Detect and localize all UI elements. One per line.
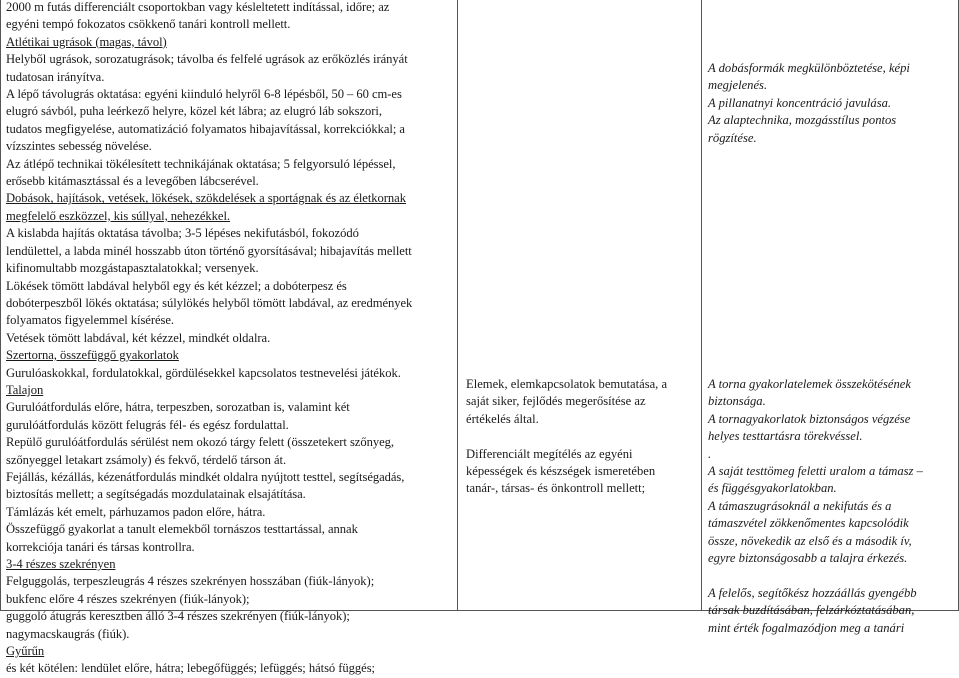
outcome-line: támaszvétel zökkenőmentes kapcsolódik (708, 516, 909, 531)
content-line: gurulóátfordulás között felugrás fél- és egész fordulattal. (6, 417, 289, 432)
content-line: erősebb kitámasztással és a levegőben lábcserével. (6, 174, 259, 189)
outcome-line: A torna gyakorlatelemek összekötésének (708, 377, 911, 391)
outcomes-column-bottom (708, 376, 954, 637)
activity-line (466, 428, 694, 445)
outcome-line: össze, növekedik az első és a második ív, (708, 533, 912, 548)
content-line: 2000 m futás differenciált csoportokban vagy késleltetett indítással, időre; az (6, 0, 390, 14)
content-line: Az átlépő technikai tökélesített technikájának oktatása; 5 felgyorsuló lépéssel, (6, 156, 396, 171)
content-line: A kislabda hajítás oktatása távolba; 3-5 lépéses nekifutásból, fokozódó (6, 226, 359, 241)
outcome-line: A dobásformák megkülönböztetése, képi (708, 61, 910, 75)
content-line: Támlázás két emelt, párhuzamos padon előre, hátra. (6, 504, 266, 519)
outcome-line: A támaszugrásoknál a nekifutás és a (708, 498, 892, 513)
outcome-line: helyes testtartásra törekvéssel. (708, 429, 863, 444)
content-line: megfelelő eszközzel, kis súllyal, nehezékkel. (6, 208, 230, 223)
content-line: Fejállás, kézállás, kézenátfordulás mindkét oldalra nyújtott testtel, segítségadás, (6, 469, 405, 484)
content-line: folyamatos figyelemmel kísérése. (6, 313, 175, 328)
outcome-line: A saját testtömeg feletti uralom a támasz – (708, 464, 923, 479)
activity-line: képességek és készségek ismeretében (466, 464, 656, 479)
content-line: Gurulóátfordulás előre, hátra, terpeszben, sorozatban is, valamint két (6, 400, 350, 415)
outcome-line: mint érték fogalmazódjon meg a tanári (708, 620, 905, 635)
column-divider-1 (457, 0, 458, 611)
content-line: bukfenc előre 4 részes szekrényen (fiúk-lányok); (6, 591, 250, 606)
content-line: egyéni tempó fokozatos csökkenő tanári kontroll mellett. (6, 17, 291, 32)
content-line: guggoló átugrás keresztben álló 3-4 részes szekrényen (fiúk-lányok); (6, 609, 350, 624)
content-line: Lökések tömött labdával helyből egy és két kézzel; a dobóterpesz és (6, 278, 347, 293)
activities-column (466, 376, 694, 498)
activity-line: értékelés által. (466, 411, 539, 426)
content-line: Összefüggő gyakorlat a tanult elemekből tornászos testtartással, annak (6, 522, 358, 537)
content-line: Felguggolás, terpeszleugrás 4 részes szekrényen hosszában (fiúk-lányok); (6, 574, 375, 589)
content-line: és két kötélen: lendület előre, hátra; lebegőfüggés; lefüggés; hátsó függés; (6, 661, 375, 676)
content-line: Helyből ugrások, sorozatugrások; távolba és felfelé ugrások az erőközlés irányát (6, 52, 408, 67)
activity-line: Differenciált megítélés az egyéni (466, 446, 633, 461)
content-line: elugró sávból, puha leérkező helyre, közel két lábra; az elugró láb sokszori, (6, 104, 382, 119)
table-border-left (0, 0, 1, 611)
outcome-line: rögzítése. (708, 130, 757, 145)
content-line: biztosítás mellett; a segítségadás mozdulatainak elsajátítása. (6, 487, 306, 502)
activity-line: Elemek, elemkapcsolatok bemutatása, a (466, 377, 668, 391)
content-line: szőnyeggel letakart zsámoly) és fekvő, térdelő társon át. (6, 452, 287, 467)
activity-line: tanár-, társas- és önkontroll mellett; (466, 481, 646, 496)
content-line: Talajon (6, 382, 44, 397)
content-line: kifinomultabb mozgástapasztalatokkal; versenyek. (6, 261, 259, 276)
column-divider-2 (701, 0, 702, 611)
content-line: Gyűrűn (6, 644, 45, 659)
content-line: nagymacskaugrás (fiúk). (6, 626, 130, 641)
content-line: korrekciója tanári és társas kontrollra. (6, 539, 195, 554)
content-line: Szertorna, összefüggő gyakorlatok (6, 348, 179, 363)
content-line: Gurulóaskokkal, fordulatokkal, gördülésekkel kapcsolatos testnevelési játékok. (6, 365, 401, 380)
content-line: tudatosan irányítva. (6, 69, 105, 84)
content-line: Vetések tömött labdával, két kézzel, mindkét oldalra. (6, 330, 271, 345)
content-line: Repülő gurulóátfordulás sérülést nem okozó tárgy felett (összetekert szőnyeg, (6, 435, 394, 450)
activity-line: saját siker, fejlődés megerősítése az (466, 394, 646, 409)
content-line: vízszintes sebesség növelése. (6, 139, 152, 154)
outcome-line: A tornagyakorlatok biztonságos végzése (708, 411, 911, 426)
content-line: Dobások, hajítások, vetések, lökések, szökdelések a sportágnak és az életkornak (6, 191, 406, 206)
content-line: tudatos megfigyelése, automatizáció folyamatos hibajavítással, korrekciókkal; a (6, 121, 405, 136)
outcome-line: biztonsága. (708, 394, 766, 409)
outcome-line: társak buzdításában, felzárkóztatásában, (708, 603, 915, 618)
content-line: Atlétikai ugrások (magas, távol) (6, 34, 167, 49)
outcome-line: A pillanatnyi koncentráció javulása. (708, 95, 892, 110)
content-line: 3-4 részes szekrényen (6, 557, 116, 571)
outcome-line: egyre biztonságosabb a talajra érkezés. (708, 551, 908, 566)
outcome-line: Az alaptechnika, mozgásstílus pontos (708, 113, 897, 128)
outcome-line (708, 567, 954, 584)
content-line: dobóterpeszből lökés oktatása; súlylökés helyből tömött labdával, az eredmények (6, 295, 413, 310)
content-line: A lépő távolugrás oktatása: egyéni kiinduló helyről 6-8 lépésből, 50 – 60 cm-es (6, 87, 402, 102)
outcomes-column-top (708, 60, 954, 147)
content-column (6, 0, 451, 678)
outcome-line: és függésgyakorlatokban. (708, 481, 837, 496)
content-line: lendülettel, a labda minél hosszabb úton történő gyorsításával; hibajavítás mellett (6, 243, 412, 258)
outcome-line: megjelenés. (708, 78, 768, 93)
outcome-line: . (708, 446, 712, 461)
outcome-line: A felelős, segítőkész hozzáállás gyengébb (708, 585, 917, 600)
